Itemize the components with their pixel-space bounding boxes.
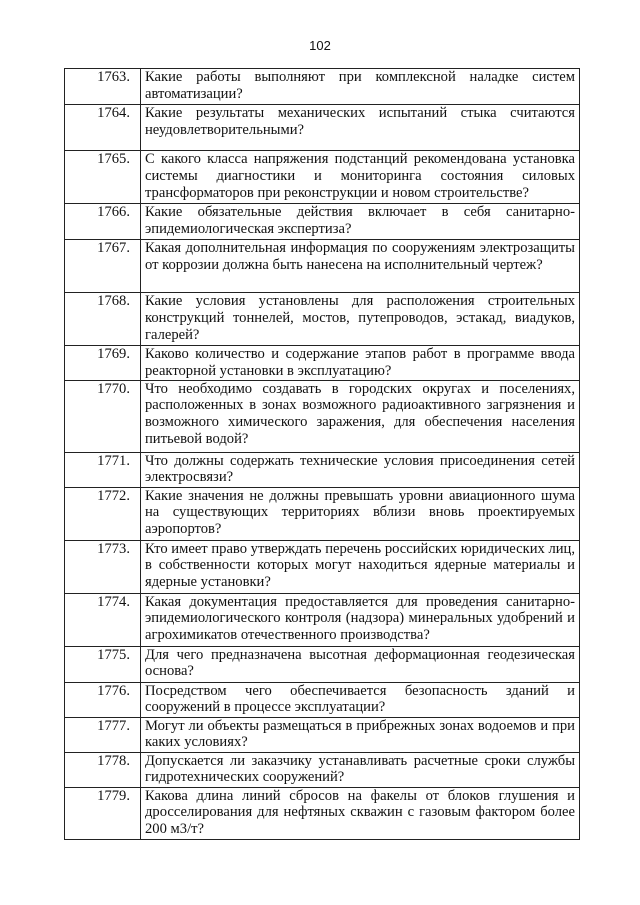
- question-number: 1773.: [65, 540, 141, 593]
- question-number: 1777.: [65, 717, 141, 752]
- question-text: Какие значения не должны превышать уровни авиационного шума на существующих территориях вблизи вновь проектируемых аэропортов?: [141, 487, 580, 540]
- table-row: [65, 540, 580, 593]
- question-number: 1763.: [65, 69, 141, 105]
- questions-table: [64, 68, 580, 840]
- question-text: Могут ли объекты размещаться в прибрежных зонах водоемов и при каких условиях?: [141, 717, 580, 752]
- table-row: [65, 452, 580, 487]
- question-number: 1772.: [65, 487, 141, 540]
- table-row: [65, 593, 580, 646]
- table-row: [65, 487, 580, 540]
- question-number: 1767.: [65, 240, 141, 293]
- table-row: [65, 204, 580, 240]
- question-number: 1774.: [65, 593, 141, 646]
- question-number: 1770.: [65, 380, 141, 452]
- question-text: Кто имеет право утверждать перечень российских юридических лиц, в собственности которых могут находиться ядерные материалы и ядерные установки?: [141, 540, 580, 593]
- table-row: [65, 717, 580, 752]
- table-row: [65, 787, 580, 839]
- question-text: Какая дополнительная информация по сооружениям электрозащиты от коррозии должна быть нанесена на исполнительный чертеж?: [141, 240, 580, 293]
- question-text: Какие условия установлены для расположения строительных конструкций тоннелей, мостов, путепроводов, эстакад, виадуков, галерей?: [141, 293, 580, 346]
- table-row: [65, 752, 580, 787]
- question-number: 1776.: [65, 682, 141, 717]
- table-row: [65, 293, 580, 346]
- question-text: Какие работы выполняют при комплексной наладке систем автоматизации?: [141, 69, 580, 105]
- question-text: Какие обязательные действия включает в себя санитарно-эпидемиологическая экспертиза?: [141, 204, 580, 240]
- question-text: Какова длина линий сбросов на факелы от блоков глушения и дросселирования для нефтяных скважин с газовым фактором более 200 м3/т?: [141, 787, 580, 839]
- table-row: [65, 240, 580, 293]
- page-number: 102: [309, 38, 331, 53]
- question-number: 1765.: [65, 151, 141, 204]
- question-number: 1769.: [65, 346, 141, 381]
- question-text: Каково количество и содержание этапов работ в программе ввода реакторной установки в эксплуатацию?: [141, 346, 580, 381]
- question-text: Допускается ли заказчику устанавливать расчетные сроки службы гидротехнических сооружений?: [141, 752, 580, 787]
- table-row: [65, 380, 580, 452]
- table-row: [65, 151, 580, 204]
- question-text: Какая документация предоставляется для проведения санитарно-эпидемиологического контроля (надзора) минеральных удобрений и агрохимикатов отечественного производства?: [141, 593, 580, 646]
- question-text: Посредством чего обеспечивается безопасность зданий и сооружений в процессе эксплуатации?: [141, 682, 580, 717]
- question-text: Какие результаты механических испытаний стыка считаются неудовлетворительными?: [141, 105, 580, 151]
- question-text: Что должны содержать технические условия присоединения сетей электросвязи?: [141, 452, 580, 487]
- question-number: 1768.: [65, 293, 141, 346]
- table-row: [65, 346, 580, 381]
- question-number: 1771.: [65, 452, 141, 487]
- table-row: [65, 69, 580, 105]
- question-text: Для чего предназначена высотная деформационная геодезическая основа?: [141, 646, 580, 682]
- question-text: Что необходимо создавать в городских округах и поселениях, расположенных в зонах возможного радиоактивного загрязнения и возможного химического заражения, для обеспечения населения питьевой водой?: [141, 380, 580, 452]
- table-row: [65, 646, 580, 682]
- question-number: 1766.: [65, 204, 141, 240]
- question-number: 1778.: [65, 752, 141, 787]
- table-row: [65, 105, 580, 151]
- question-number: 1779.: [65, 787, 141, 839]
- table-row: [65, 682, 580, 717]
- question-text: С какого класса напряжения подстанций рекомендована установка системы диагностики и мониторинга состояния силовых трансформаторов при реконструкции и новом строительстве?: [141, 151, 580, 204]
- questions-table-body: [65, 69, 580, 840]
- question-number: 1764.: [65, 105, 141, 151]
- question-number: 1775.: [65, 646, 141, 682]
